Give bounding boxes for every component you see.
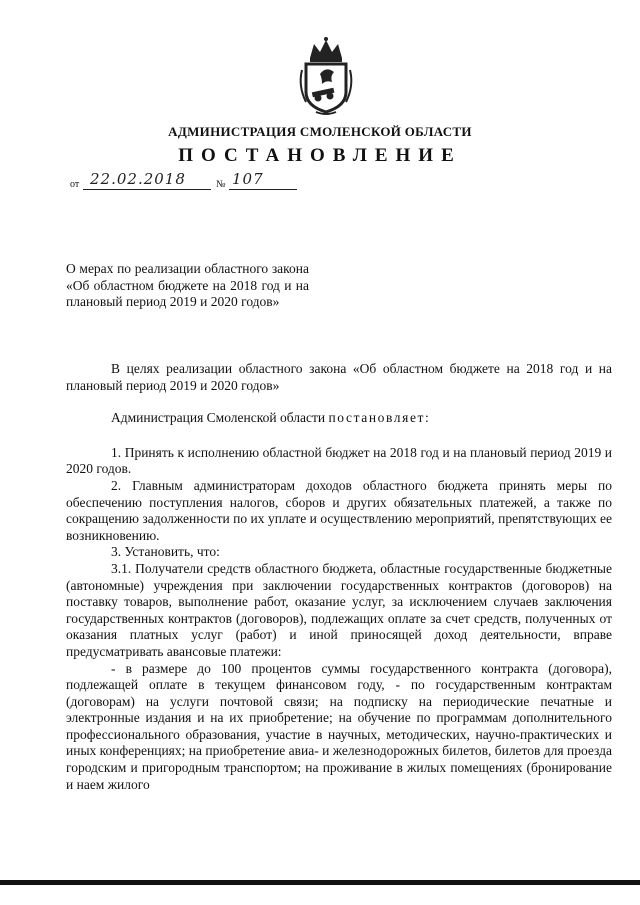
resolution-lead: Администрация Смоленской области (111, 410, 326, 426)
handwritten-number: 107 (232, 170, 264, 188)
handwritten-date: 22.02.2018 (90, 170, 186, 188)
number-prefix: № (216, 179, 226, 190)
paragraph-3-1-item: - в размере до 100 процентов суммы государственного контракта (договора), подлежащей оплате в текущем финансовом году, - по государственным контрактам (договорам) на услуги почтовой связи; на подписку на периодические печатные и электронные издания и на их приобретение; на обучение по программам дополнительного профессионального образования, участие в научных, методических, научно-практических и иных конференциях; на приобретение авиа- и железнодорожных билетов, билетов для проезда городским и пригородным транспортом; на проживание в жилых помещениях (бронирование и наем жилого (66, 660, 612, 792)
paragraph-2: 2. Главным администраторам доходов областного бюджета принять меры по обеспечению поступления налогов, сборов и других обязательных платежей, а также по сокращению задолженности по их уплате и осуществлению мероприятий, препятствующих ее возникновению. (66, 477, 612, 543)
scan-edge-bar (0, 880, 640, 885)
intro-paragraph: В целях реализации областного закона «Об областном бюджете на 2018 год и на плановый период 2019 и 2020 годов» (66, 361, 612, 393)
date-underline (83, 189, 211, 190)
number-underline (229, 189, 297, 190)
date-number-row (70, 172, 330, 192)
paragraph-3-1: 3.1. Получатели средств областного бюджета, областные государственные бюджетные (автономные) учреждения при заключении государственных контрактов (договоров) на поставку товаров, выполнение работ, оказание услуг, за исключением случаев заключения государственных контрактов (договоров), подлежащих оплате за счет средств, полученных от оказания платных услуг (работ) и иной приносящей доход деятельности, вправе предусматривать авансовые платежи: (66, 560, 612, 659)
coat-of-arms-emblem (296, 36, 356, 116)
document-body (66, 361, 612, 793)
organization-name: АДМИНИСТРАЦИЯ СМОЛЕНСКОЙ ОБЛАСТИ (168, 124, 472, 139)
document-subject: О мерах по реализации областного закона «Об областном бюджете на 2018 год и на плановый период 2019 и 2020 годов» (66, 261, 309, 309)
paragraph-1: 1. Принять к исполнению областной бюджет на 2018 год и на плановый период 2019 и 2020 годов. (66, 444, 612, 477)
document-type-title: ПОСТАНОВЛЕНИЕ (178, 145, 462, 166)
date-prefix: от (70, 179, 80, 190)
resolution-word: постановляет: (328, 410, 431, 426)
resolution-paragraph (66, 410, 612, 427)
paragraph-3: 3. Установить, что: (111, 544, 220, 560)
